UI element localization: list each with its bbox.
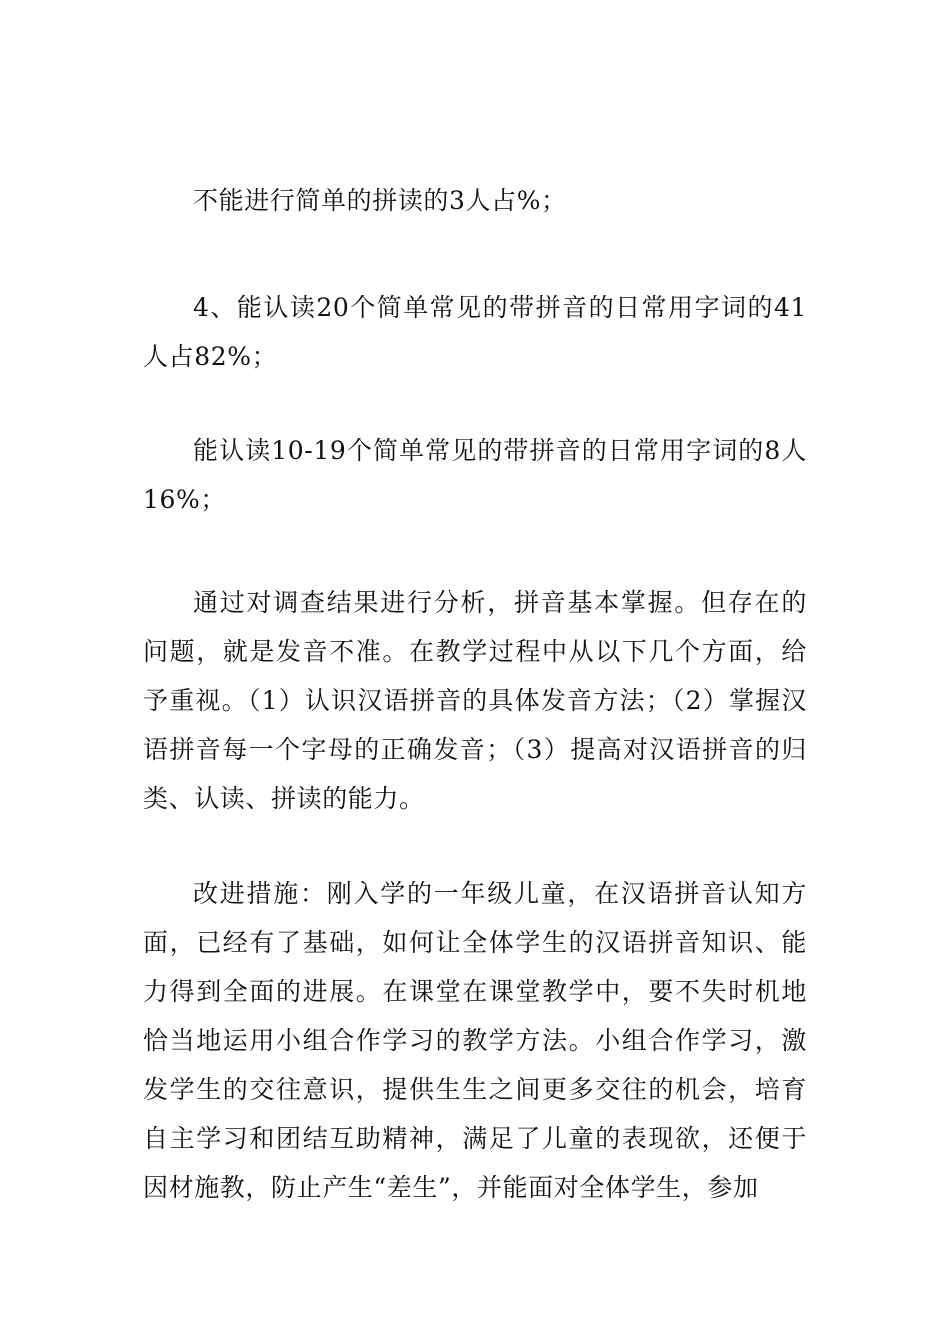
paragraph-improvement-measures: 改进措施：刚入学的一年级儿童，在汉语拼音认知方面，已经有了基础，如何让全体学生的汉语拼音知识、能力得到全面的进展。在课堂在课堂教学中，要不失时机地恰当地运用小组合作学习的教学方法。小组合作学习，激发学生的交往意识，提供生生之间更多交往的机会，培育自主学习和团结互助精神，满足了儿童的表现欲，还便于因材施教，防止产生“差生”，并能面对全体学生，参加 <box>143 879 807 1202</box>
paragraph-analysis: 通过对调查结果进行分析，拼音基本掌握。但存在的问题，就是发音不准。在教学过程中从以下几个方面，给予重视。（1）认识汉语拼音的具体发音方法；（2）掌握汉语拼音每一个字母的正确发音；（3）提高对汉语拼音的归类、认读、拼读的能力。 <box>143 588 807 813</box>
paragraph-word-reading-stat: 能认读10-19个简单常见的带拼音的日常用字词的8人16%； <box>143 436 807 514</box>
paragraph-spelling-stat: 不能进行简单的拼读的3人占%； <box>193 186 567 215</box>
paragraph-item-4: 4、能认读20个简单常见的带拼音的日常用字词的41人占82%； <box>143 293 807 371</box>
